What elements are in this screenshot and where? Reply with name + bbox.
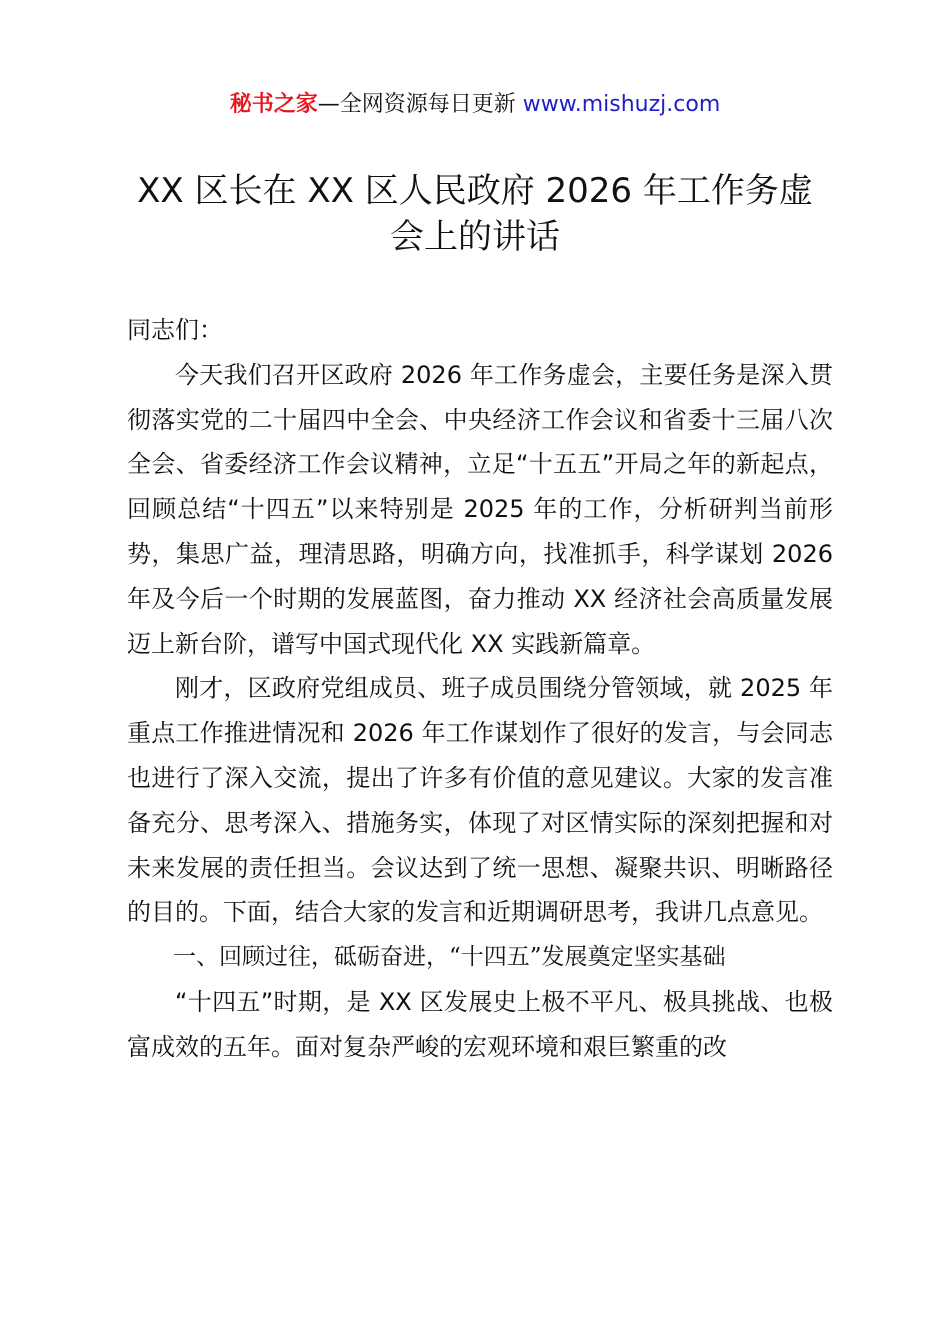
brand-name: 秘书之家 (229, 92, 318, 117)
site-url-link[interactable]: www.mishuzj.com (522, 92, 721, 117)
site-header (0, 88, 950, 122)
document-title (110, 168, 840, 260)
title-line-2: 会上的讲话 (390, 217, 560, 257)
section-heading-1: 一、回顾过往，砥砺奋进，“十四五”发展奠定坚实基础 (173, 944, 726, 971)
paragraph-review: 刚才，区政府党组成员、班子成员围绕分管领域，就 2025 年重点工作推进情况和 2026 年工作谋划作了很好的发言，与会同志也进行了深入交流，提出了许多有价值的意见建议。大家的发言准备充分、思考深入、措施务实，体现了对区情实际的深刻把握和对未来发展的责任担当。会议达到了统一思想、凝聚共识、明晰路径的目的。下面，结合大家的发言和近期调研思考，我讲几点意见。 (127, 674, 833, 927)
header-tagline: —全网资源每日更新 (317, 92, 523, 117)
document-body (127, 308, 833, 1070)
salutation: 同志们： (127, 316, 223, 344)
title-line-1: XX 区长在 XX 区人民政府 2026 年工作务虚 (137, 171, 813, 211)
paragraph-intro: 今天我们召开区政府 2026 年工作务虚会，主要任务是深入贯彻落实党的二十届四中全会、中央经济工作会议和省委十三届八次全会、省委经济工作会议精神，立足“十五五”开局之年的新起点，回顾总结“十四五”以来特别是 2025 年的工作，分析研判当前形势，集思广益，理清思路，明确方向，找准抓手，科学谋划 2026 年及今后一个时期的发展蓝图，奋力推动 XX 经济社会高质量发展迈上新台阶，谱写中国式现代化 XX 实践新篇章。 (127, 360, 833, 658)
paragraph-section-1: “十四五”时期，是 XX 区发展史上极不平凡、极具挑战、也极富成效的五年。面对复杂严峻的宏观环境和艰巨繁重的改 (127, 987, 833, 1061)
